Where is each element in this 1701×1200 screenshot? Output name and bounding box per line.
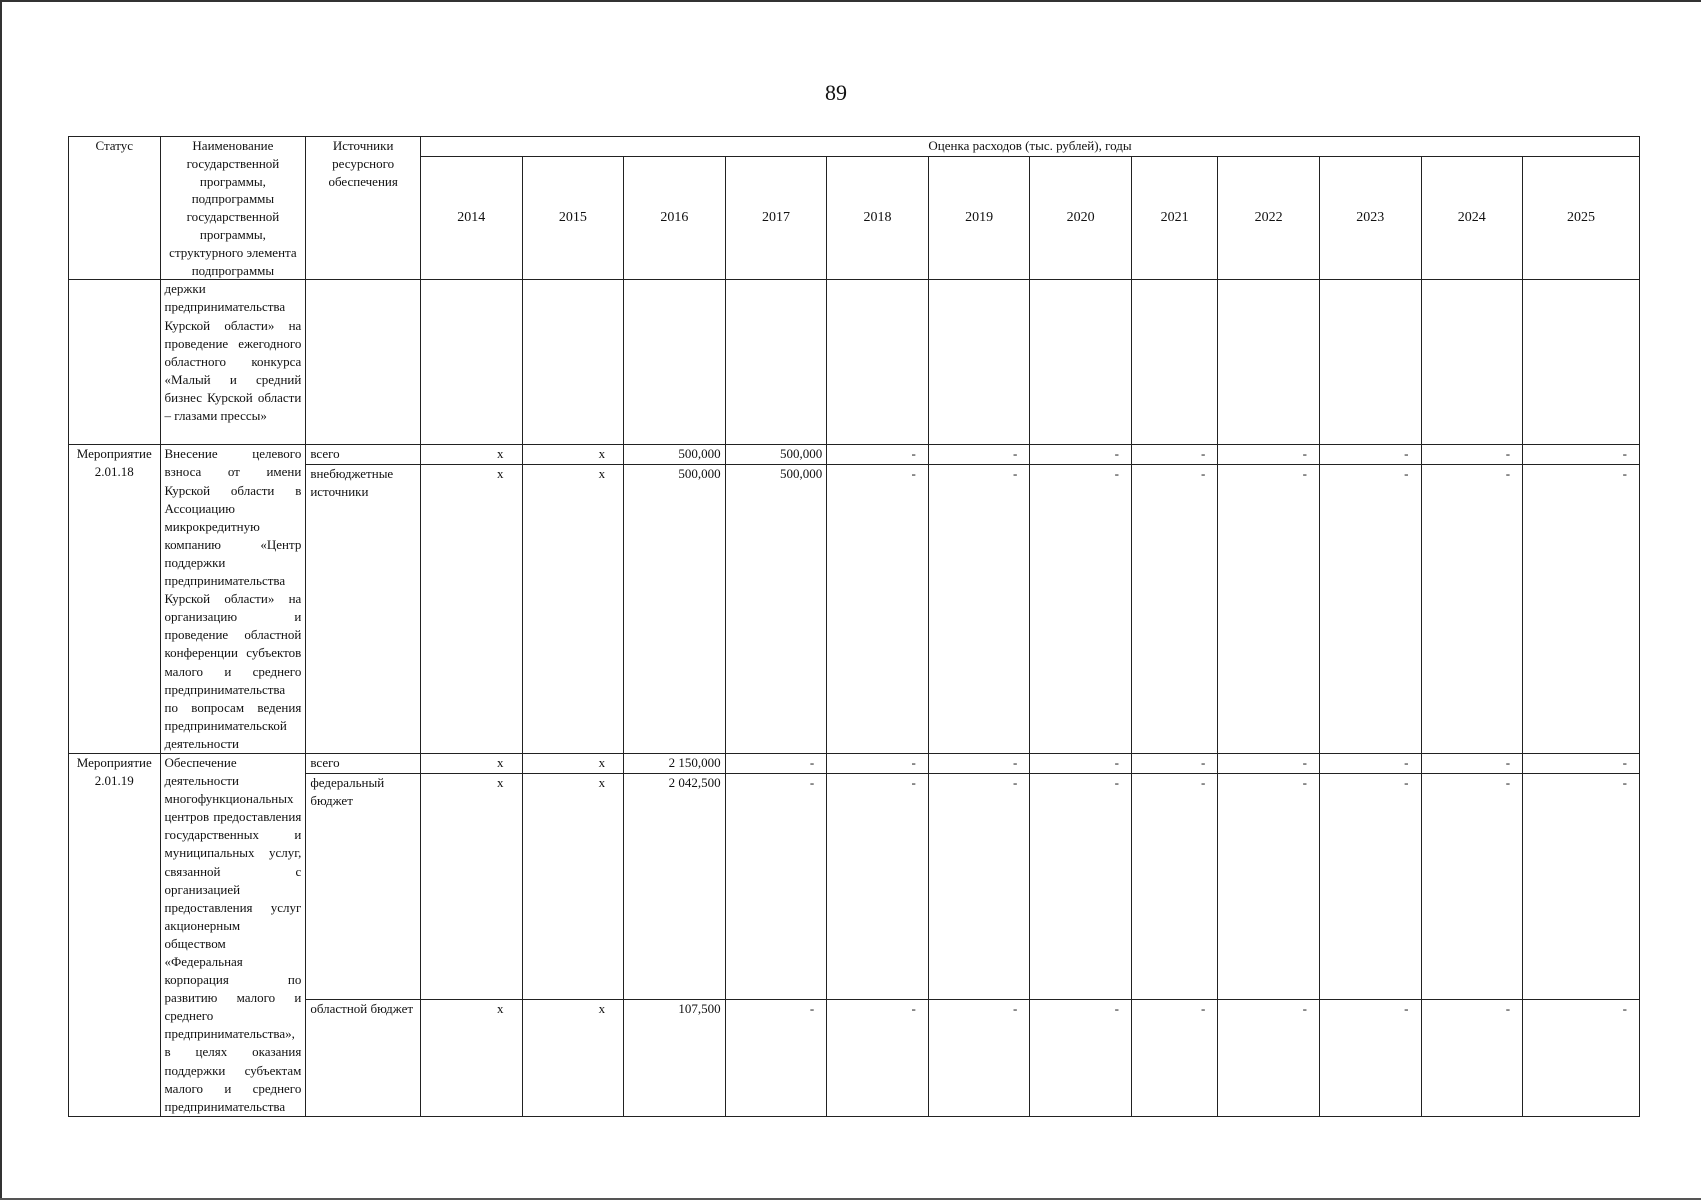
- year-2016: 2016: [624, 156, 726, 280]
- header-source: Источники ресурсного обеспечения: [306, 137, 421, 280]
- scan-edge-top: [0, 0, 1701, 2]
- continuation-status: [69, 280, 161, 445]
- value-cell: -: [827, 773, 929, 1000]
- value-cell: 500,000: [725, 445, 827, 465]
- value-cell: -: [827, 1000, 929, 1116]
- value-cell: x: [420, 465, 522, 754]
- value-cell: x: [522, 773, 624, 1000]
- value-cell: -: [928, 753, 1030, 773]
- cell: [1421, 280, 1523, 445]
- table-row: [69, 753, 1640, 773]
- value-cell: -: [1131, 753, 1217, 773]
- value-cell: -: [827, 753, 929, 773]
- source-cell: всего: [306, 445, 421, 465]
- value-cell: 2 150,000: [624, 753, 726, 773]
- year-2021: 2021: [1131, 156, 1217, 280]
- year-2025: 2025: [1523, 156, 1640, 280]
- cell: [624, 280, 726, 445]
- cell: [827, 280, 929, 445]
- value-cell: 2 042,500: [624, 773, 726, 1000]
- value-cell: -: [1131, 445, 1217, 465]
- year-2023: 2023: [1319, 156, 1421, 280]
- value-cell: -: [725, 1000, 827, 1116]
- cell: [522, 280, 624, 445]
- cell: [420, 280, 522, 445]
- cell: [1131, 280, 1217, 445]
- header-name: Наименование государственной программы, подпрограммы государственной программы, структурного элемента подпрограммы: [160, 137, 306, 280]
- event-name: Внесение целевого взноса от имени Курской области в Ассоциацию микрокредитную компанию «Центр поддержки предпринимательства Курской области» на организацию и проведение областной конференции субъектов малого и среднего предпринимательства по вопросам ведения предпринимательской деятельности: [160, 445, 306, 754]
- event-name: Обеспечение деятельности многофункциональных центров предоставления государственных и муниципальных услуг, связанной с организацией предоставления услуг акционерным обществом «Федеральная корпорация по развитию малого и среднего предпринимательства», в целях оказания поддержки субъектам малого и среднего предпринимательства: [160, 753, 306, 1116]
- value-cell: -: [1523, 465, 1640, 754]
- value-cell: x: [522, 445, 624, 465]
- value-cell: -: [1030, 465, 1132, 754]
- value-cell: -: [1030, 753, 1132, 773]
- year-2020: 2020: [1030, 156, 1132, 280]
- header-caption-row: [69, 137, 1640, 157]
- scan-edge-left: [0, 0, 2, 1200]
- value-cell: -: [725, 773, 827, 1000]
- event-status: Мероприятие 2.01.19: [69, 753, 161, 1116]
- year-2017: 2017: [725, 156, 827, 280]
- year-2024: 2024: [1421, 156, 1523, 280]
- value-cell: -: [1218, 753, 1320, 773]
- value-cell: x: [420, 773, 522, 1000]
- year-2014: 2014: [420, 156, 522, 280]
- value-cell: -: [928, 773, 1030, 1000]
- value-cell: 500,000: [624, 465, 726, 754]
- page-number: 89: [825, 80, 847, 105]
- header-status: Статус: [69, 137, 161, 280]
- cell: [1030, 280, 1132, 445]
- value-cell: -: [827, 465, 929, 754]
- source-cell: областной бюджет: [306, 1000, 421, 1116]
- value-cell: -: [928, 445, 1030, 465]
- continuation-row: [69, 280, 1640, 445]
- event-status: Мероприятие 2.01.18: [69, 445, 161, 754]
- value-cell: x: [522, 465, 624, 754]
- year-2018: 2018: [827, 156, 929, 280]
- value-cell: 107,500: [624, 1000, 726, 1116]
- value-cell: -: [827, 445, 929, 465]
- cell: [928, 280, 1030, 445]
- value-cell: -: [1319, 445, 1421, 465]
- value-cell: x: [420, 445, 522, 465]
- value-cell: -: [928, 465, 1030, 754]
- header-expenses: Оценка расходов (тыс. рублей), годы: [420, 137, 1639, 157]
- value-cell: -: [1030, 773, 1132, 1000]
- value-cell: -: [1421, 445, 1523, 465]
- value-cell: -: [1421, 1000, 1523, 1116]
- value-cell: x: [420, 1000, 522, 1116]
- year-2022: 2022: [1218, 156, 1320, 280]
- value-cell: -: [1523, 1000, 1640, 1116]
- cell: [306, 280, 421, 445]
- value-cell: -: [1523, 753, 1640, 773]
- value-cell: -: [928, 1000, 1030, 1116]
- cell: [1319, 280, 1421, 445]
- value-cell: -: [1218, 445, 1320, 465]
- value-cell: -: [1523, 773, 1640, 1000]
- value-cell: -: [1421, 773, 1523, 1000]
- value-cell: -: [1319, 753, 1421, 773]
- value-cell: -: [1030, 1000, 1132, 1116]
- value-cell: -: [1131, 1000, 1217, 1116]
- value-cell: -: [1421, 465, 1523, 754]
- value-cell: -: [1421, 753, 1523, 773]
- value-cell: -: [1319, 1000, 1421, 1116]
- cell: [725, 280, 827, 445]
- source-cell: внебюджетные источники: [306, 465, 421, 754]
- value-cell: -: [1131, 773, 1217, 1000]
- value-cell: -: [1218, 1000, 1320, 1116]
- value-cell: -: [1030, 445, 1132, 465]
- expenses-table: [68, 136, 1640, 1117]
- value-cell: -: [725, 753, 827, 773]
- source-cell: всего: [306, 753, 421, 773]
- source-cell: федеральный бюджет: [306, 773, 421, 1000]
- value-cell: 500,000: [624, 445, 726, 465]
- value-cell: x: [522, 753, 624, 773]
- value-cell: -: [1218, 773, 1320, 1000]
- cell: [1218, 280, 1320, 445]
- value-cell: x: [522, 1000, 624, 1116]
- value-cell: 500,000: [725, 465, 827, 754]
- year-2015: 2015: [522, 156, 624, 280]
- value-cell: x: [420, 753, 522, 773]
- value-cell: -: [1218, 465, 1320, 754]
- table-row: [69, 445, 1640, 465]
- cell: [1523, 280, 1640, 445]
- year-2019: 2019: [928, 156, 1030, 280]
- value-cell: -: [1319, 773, 1421, 1000]
- value-cell: -: [1131, 465, 1217, 754]
- continuation-name: держки предпринимательства Курской области» на проведение ежегодного областного конкурса «Малый и средний бизнес Курской области – глазами прессы»: [160, 280, 306, 445]
- value-cell: -: [1319, 465, 1421, 754]
- value-cell: -: [1523, 445, 1640, 465]
